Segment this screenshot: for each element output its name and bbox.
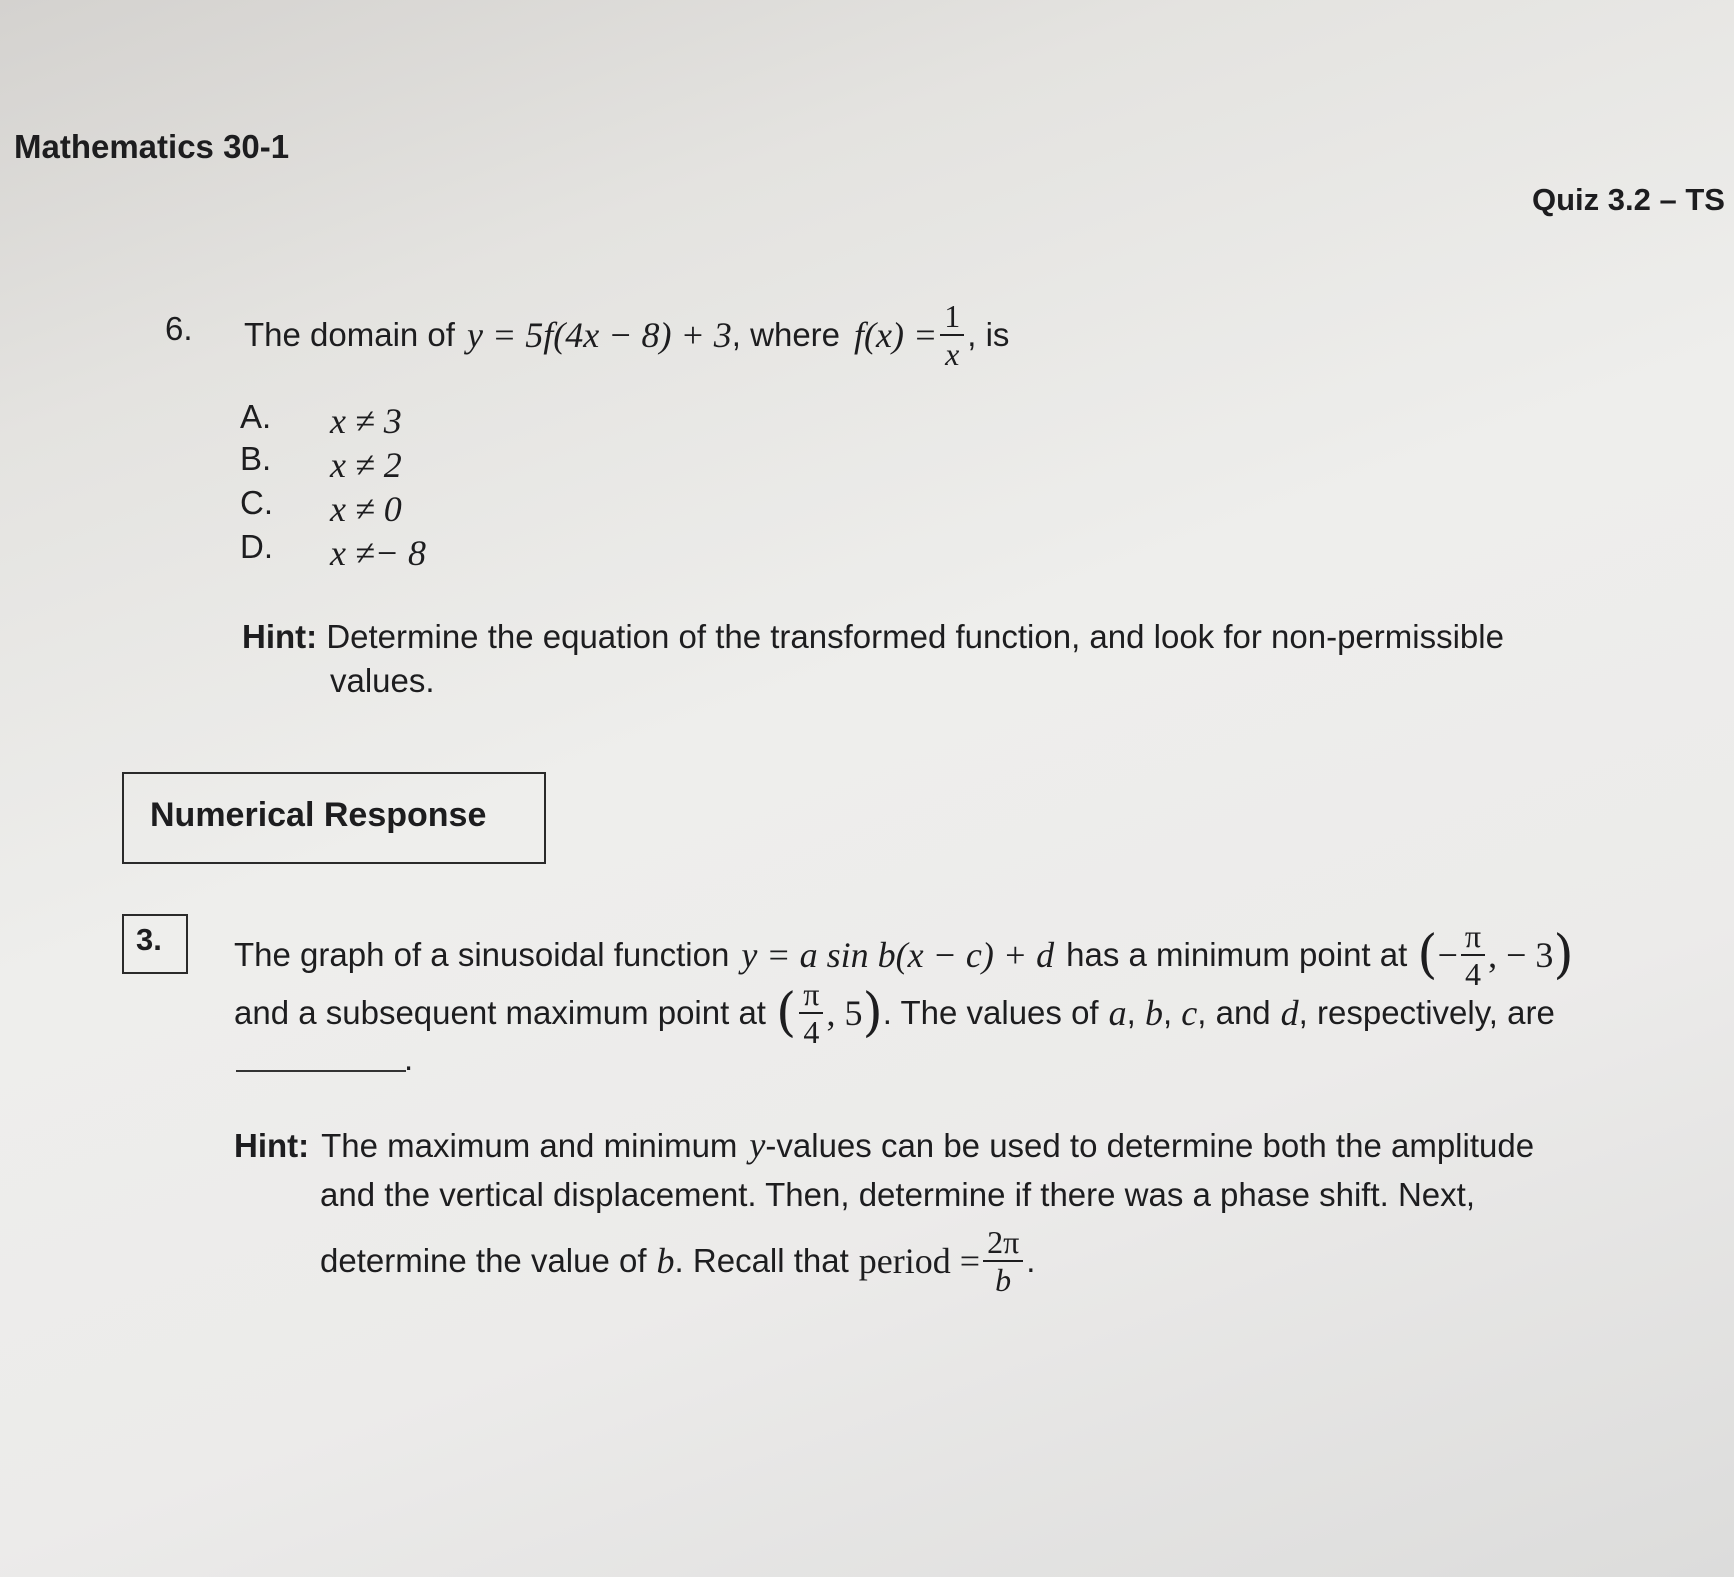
option-letter: B. [240, 440, 272, 477]
option-letter: A. [240, 398, 272, 435]
var-b: b [1144, 993, 1163, 1033]
right-paren: ) [1553, 925, 1574, 985]
q6-f-denominator: x [945, 336, 960, 372]
q6-equation: y = 5f(4x − 8) + 3 [466, 315, 732, 355]
q6-f-fraction [940, 300, 964, 370]
q6-stem-prefix: The domain of [244, 316, 455, 353]
q3-max-denominator: 4 [803, 1014, 820, 1050]
var-d: d [1280, 993, 1299, 1033]
q6-option-c-text: x ≠ 0 [330, 489, 402, 529]
comma: , [1162, 994, 1182, 1031]
q3-hint-line2: and the vertical displacement. Then, determine if there was a phase shift. Next, [320, 1176, 1475, 1213]
q3-line2-end: , respectively, are [1298, 994, 1555, 1031]
q6-option-a[interactable] [240, 398, 271, 436]
q6-option-d[interactable] [240, 528, 273, 566]
q6-hint [242, 618, 1504, 656]
q3-max-y: , 5 [826, 993, 863, 1033]
q6-option-c[interactable] [240, 484, 273, 522]
period-numerator: 2π [983, 1226, 1023, 1262]
course-title: Mathematics 30-1 [14, 128, 290, 165]
and-word: , and [1197, 994, 1271, 1031]
q3-hint-end: . [1026, 1242, 1036, 1279]
q6-option-d-text: x ≠− 8 [330, 533, 427, 573]
left-paren: ( [775, 983, 797, 1043]
option-letter: D. [240, 528, 273, 565]
var-a: a [1108, 993, 1127, 1033]
period-fraction [983, 1226, 1023, 1296]
q3-hint [234, 1124, 1534, 1166]
q6-option-b-text: x ≠ 2 [330, 445, 402, 485]
period-word: period = [858, 1241, 981, 1281]
var-b: b [656, 1241, 675, 1281]
blank-period: . [404, 1040, 414, 1077]
q6-stem-mid: , where [731, 316, 841, 353]
comma: , [1126, 994, 1145, 1031]
q3-hint-line1b: -values can be used to determine both the amplitude [765, 1127, 1535, 1164]
q3-hint-line1a: The maximum and minimum [321, 1127, 738, 1164]
q6-stem-suffix: , is [967, 316, 1010, 353]
q6-f-numerator: 1 [940, 300, 964, 336]
q3-min-y: , − 3 [1488, 935, 1554, 975]
q3-max-fraction [799, 978, 823, 1048]
q3-line1-text: The graph of a sinusoidal function [234, 936, 730, 973]
q3-max-numerator: π [799, 978, 823, 1014]
q3-line1-mid: has a minimum point at [1066, 936, 1408, 973]
q3-line2-text: and a subsequent maximum point at [234, 994, 766, 1031]
q3-equation: y = a sin b(x − c) + d [741, 935, 1055, 975]
option-letter: C. [240, 484, 273, 521]
q3-hint-line3b: . Recall that [674, 1242, 849, 1279]
right-paren: ) [862, 983, 883, 1043]
hint-label: Hint: [242, 618, 318, 655]
hint-label: Hint: [234, 1127, 310, 1164]
q6-hint-line1: Determine the equation of the transformed function, and look for non-permissible [326, 618, 1504, 655]
q6-f-lhs: f(x) = [854, 315, 938, 355]
q3-line2-rest: . The values of [882, 994, 1099, 1031]
q6-hint-line2: values. [330, 662, 435, 699]
q3-hint-line3a: determine the value of [320, 1242, 647, 1279]
q3-min-sign: − [1437, 935, 1458, 975]
period-denominator: b [995, 1262, 1012, 1298]
left-paren: ( [1417, 925, 1438, 985]
q3-hint-line3 [320, 1226, 1035, 1296]
question-3-number: 3. [136, 922, 162, 957]
var-c: c [1181, 993, 1198, 1033]
question-6-number: 6. [165, 310, 193, 347]
q3-min-denominator: 4 [1464, 956, 1481, 992]
quiz-title: Quiz 3.2 – TS [1532, 182, 1725, 217]
q3-line2 [234, 978, 1555, 1048]
q6-option-b[interactable] [240, 440, 271, 478]
answer-blank[interactable] [236, 1070, 406, 1072]
var-y: y [749, 1125, 766, 1165]
q3-min-numerator: π [1461, 920, 1485, 956]
question-6-stem [244, 300, 1009, 370]
section-title: Numerical Response [150, 796, 487, 834]
q6-option-a-text: x ≠ 3 [330, 401, 402, 441]
